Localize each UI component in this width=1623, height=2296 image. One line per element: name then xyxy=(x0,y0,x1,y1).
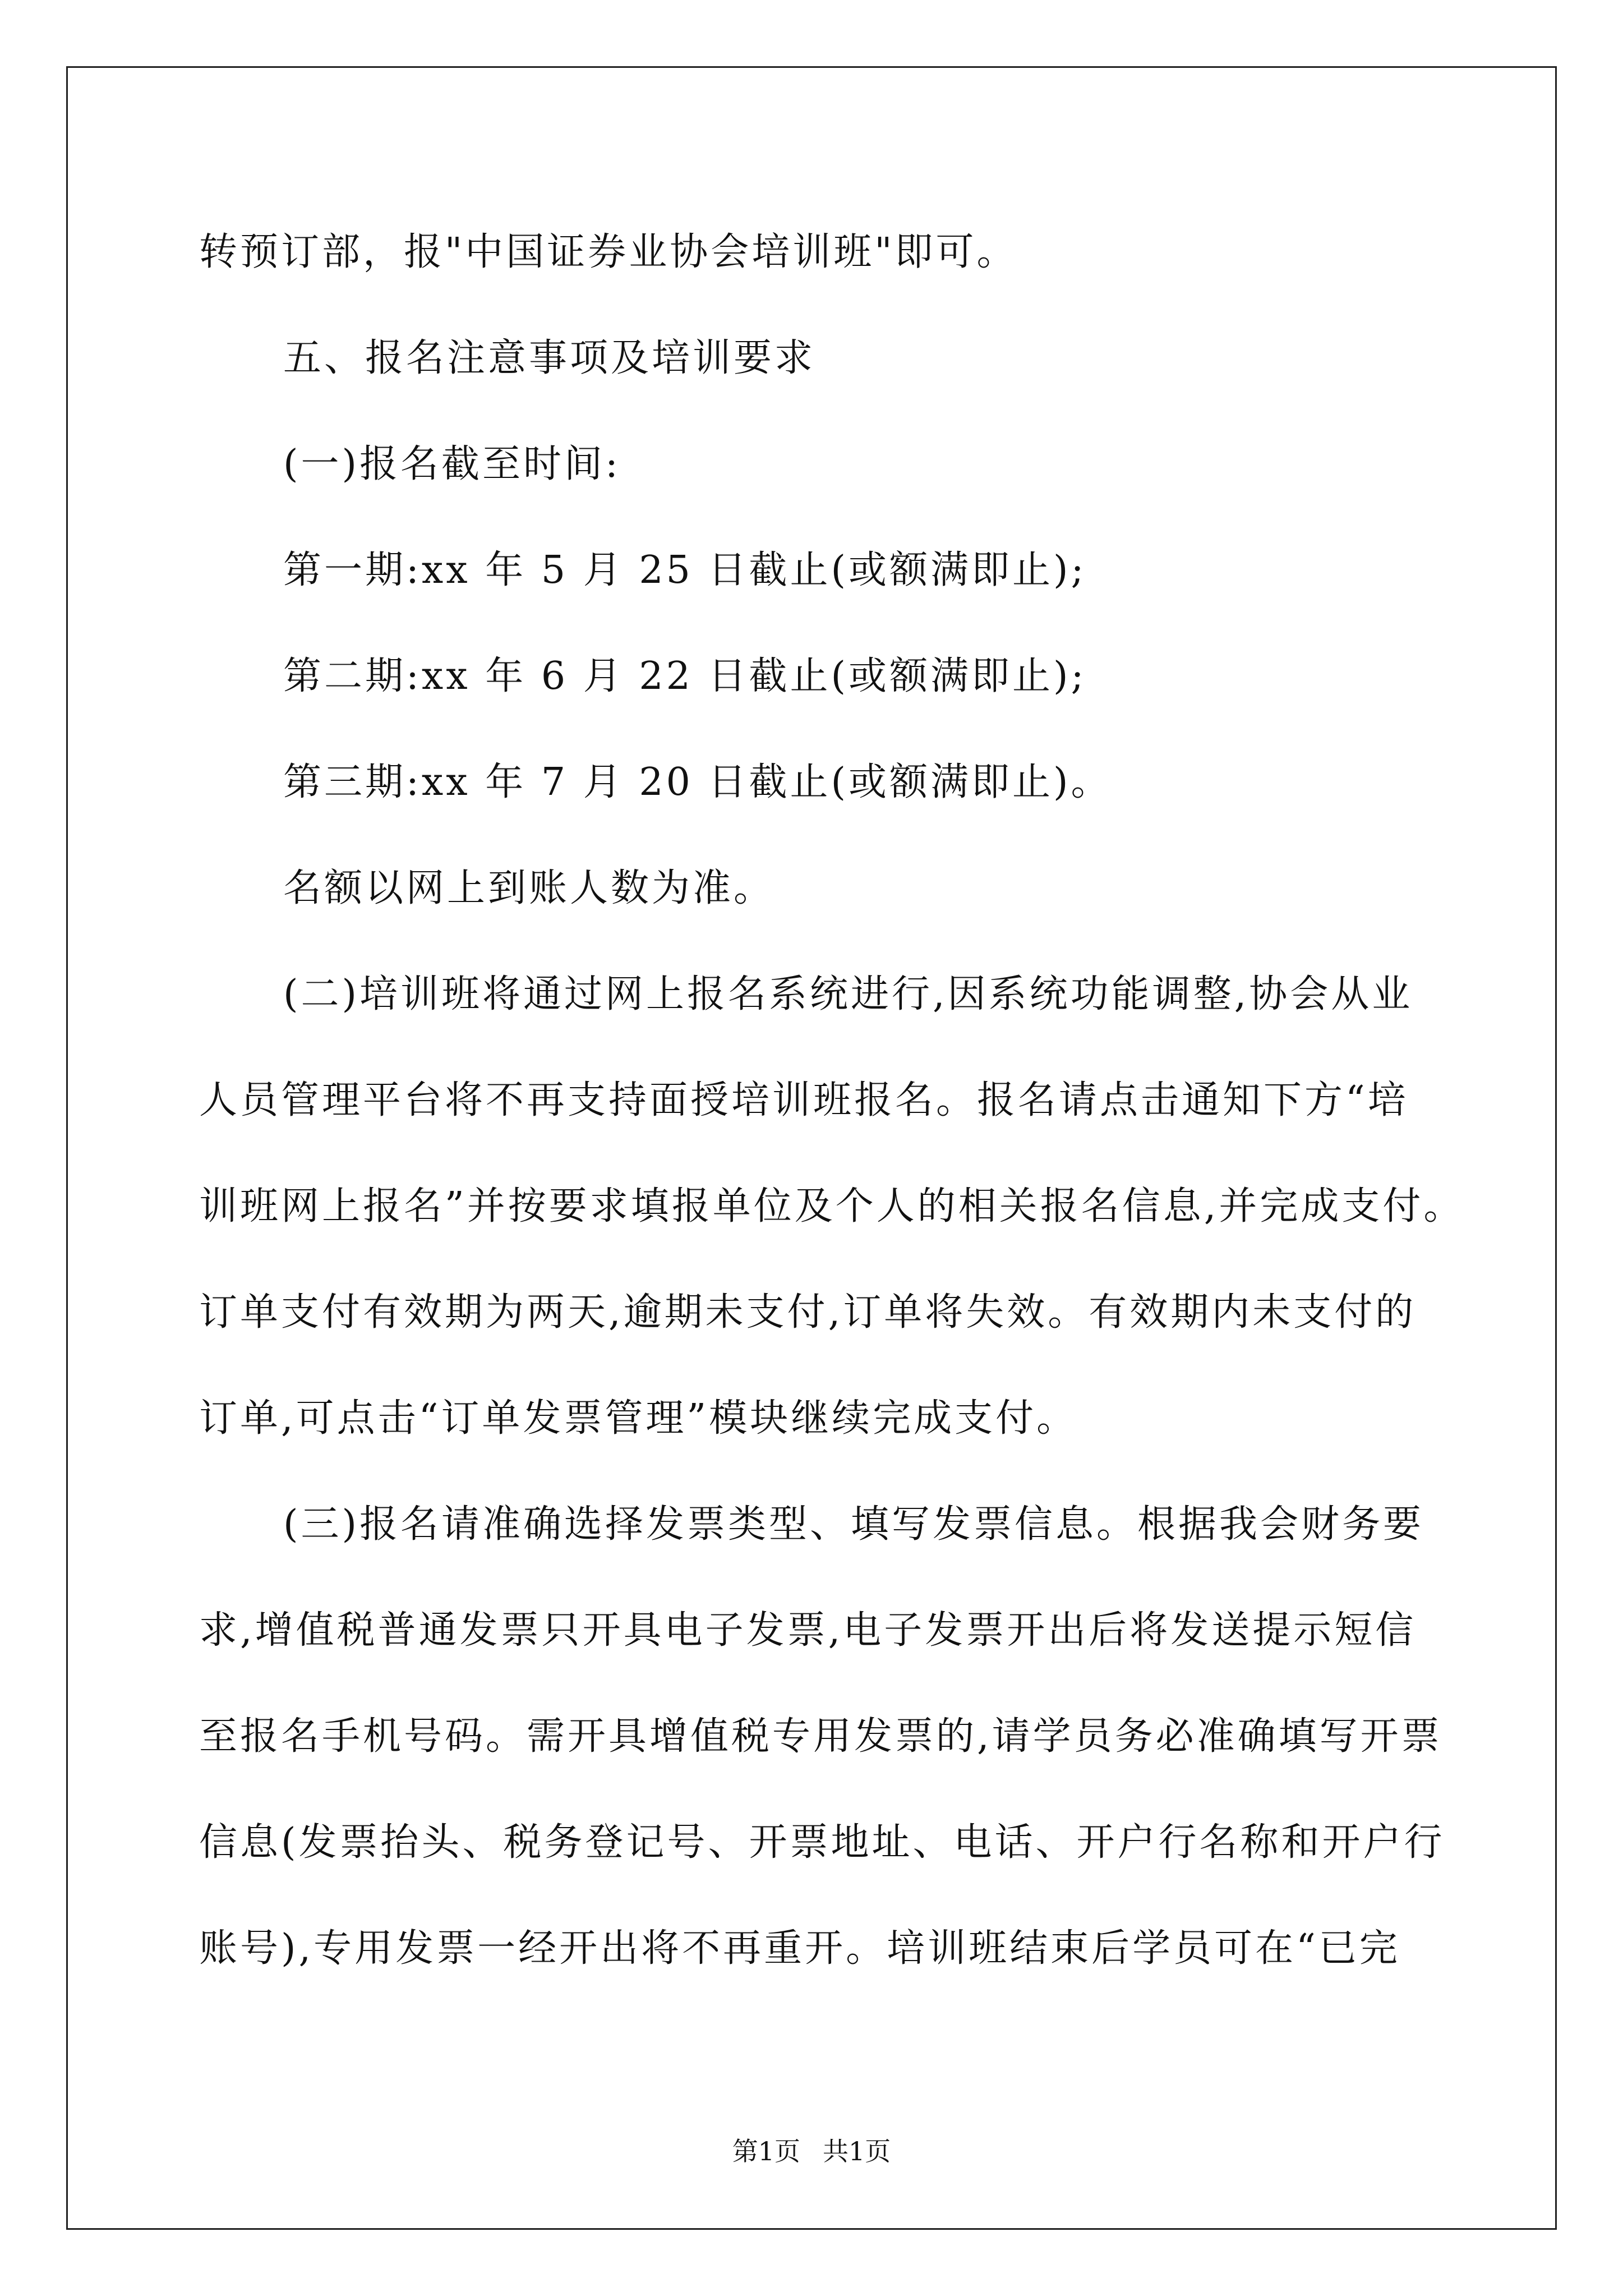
section-heading: 五、报名注意事项及培训要求 xyxy=(283,336,816,380)
page-total: 共1页 xyxy=(823,2136,891,2166)
paragraph-line: 训班网上报名”并按要求填报单位及个人的相关报名信息,并完成支付。 xyxy=(199,1184,1465,1228)
paragraph-line: (二)培训班将通过网上报名系统进行,因系统功能调整,协会从业 xyxy=(283,972,1413,1016)
paragraph-line: 信息(发票抬头、税务登记号、开票地址、电话、开户行名称和开户行 xyxy=(199,1820,1445,1865)
paragraph-line: 订单,可点击“订单发票管理”模块继续完成支付。 xyxy=(199,1396,1078,1441)
deadline-line: 第三期:xx 年 7 月 20 日截止(或额满即止)。 xyxy=(283,760,1112,804)
deadline-line: 第一期:xx 年 5 月 25 日截止(或额满即止); xyxy=(283,548,1087,592)
document-body xyxy=(199,199,1465,2001)
paragraph-line: 订单支付有效期为两天,逾期未支付,订单将失效。有效期内未支付的 xyxy=(199,1290,1417,1335)
paragraph-line: 至报名手机号码。需开具增值税专用发票的,请学员务必准确填写开票 xyxy=(199,1714,1442,1759)
paragraph-line: (三)报名请准确选择发票类型、填写发票信息。根据我会财务要 xyxy=(283,1502,1424,1547)
subsection-heading: (一)报名截至时间: xyxy=(283,442,621,486)
paragraph-line: 求,增值税普通发票只开具电子发票,电子发票开出后将发送提示短信 xyxy=(199,1608,1417,1653)
page-number: 第1页 xyxy=(732,2136,800,2166)
deadline-line: 第二期:xx 年 6 月 22 日截止(或额满即止); xyxy=(283,654,1087,698)
body-line: 名额以网上到账人数为准。 xyxy=(283,866,775,910)
body-line: 转预订部，报"中国证券业协会培训班"即可。 xyxy=(199,230,1018,274)
paragraph-line: 账号),专用发票一经开出将不再重开。培训班结束后学员可在“已完 xyxy=(199,1926,1400,1971)
page-footer xyxy=(0,2134,1623,2168)
paragraph-line: 人员管理平台将不再支持面授培训班报名。报名请点击通知下方“培 xyxy=(199,1078,1409,1122)
